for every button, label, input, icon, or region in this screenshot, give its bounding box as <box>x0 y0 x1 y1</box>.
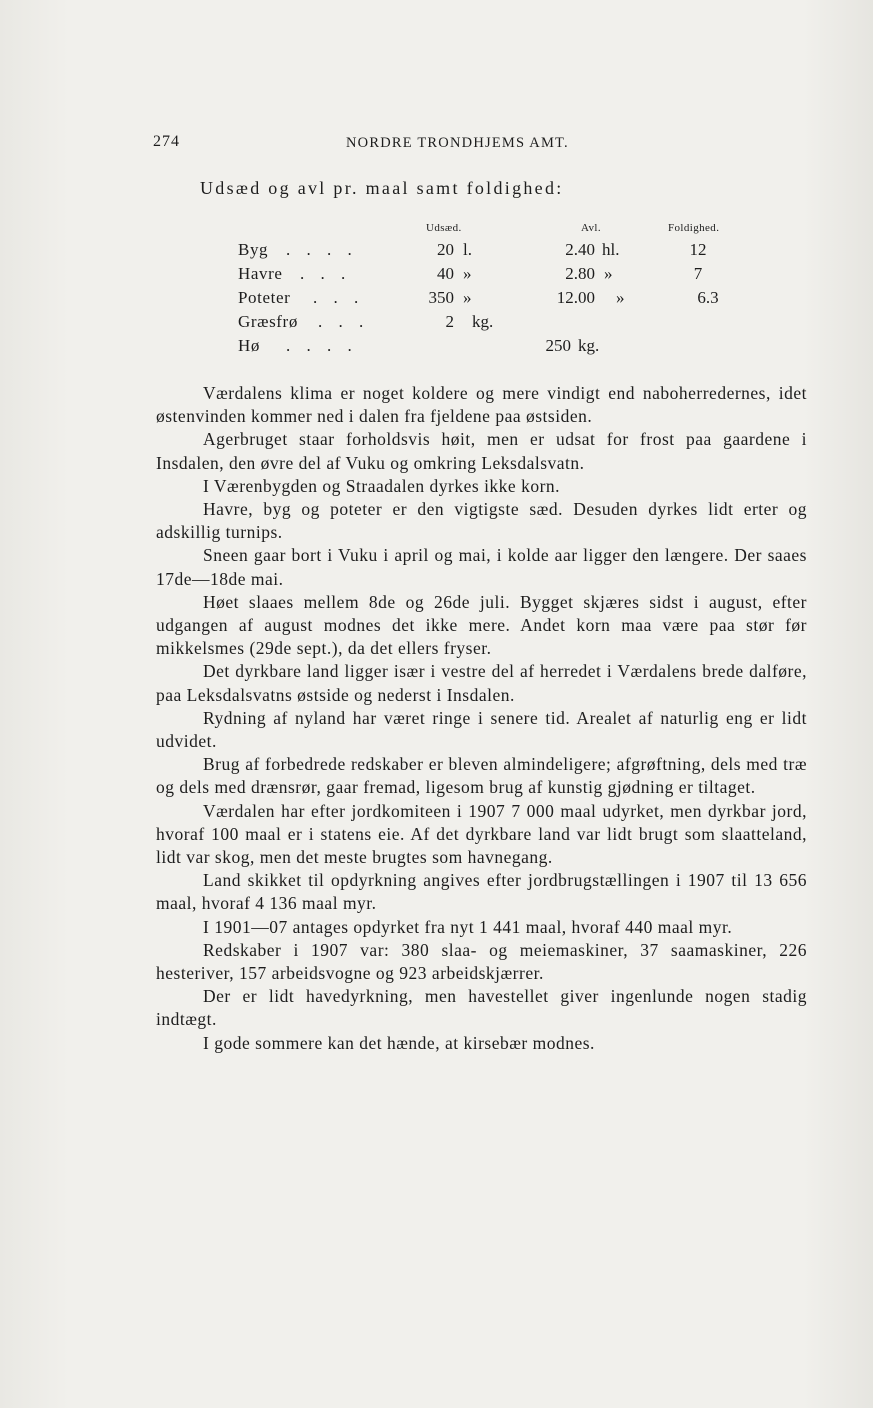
column-header-foldighed: Foldighed. <box>668 222 720 234</box>
avl-unit: hl. <box>602 240 620 259</box>
udsaed-unit: kg. <box>472 312 494 331</box>
udsaed-unit: » <box>463 264 472 283</box>
table-title: Udsæd og avl pr. maal samt foldighed: <box>200 178 564 198</box>
paragraph: I 1901—07 antages opdyrket fra nyt 1 441 maal, hvoraf 440 maal myr. <box>203 916 733 937</box>
paragraph: Havre, byg og poteter er den vigtigste sæd. Desuden dyrkes lidt erter og adskillig turnips. <box>156 499 807 543</box>
crop-name: Poteter <box>238 288 291 307</box>
paragraph: Der er lidt havedyrkning, men havestellet giver ingenlunde nogen stadig indtægt. <box>156 986 807 1030</box>
table-row <box>238 312 758 336</box>
avl-value: 12.00 <box>556 288 595 307</box>
udsaed-unit: l. <box>463 240 472 259</box>
udsaed-value: 20 <box>437 240 454 259</box>
page-header <box>153 133 813 155</box>
foldighed-value: 12 <box>689 240 707 259</box>
leader-dots: . . . . <box>286 240 358 259</box>
table-row <box>238 264 758 288</box>
avl-value: 2.80 <box>565 264 595 283</box>
foldighed-value: 7 <box>693 264 703 283</box>
avl-value: 250 <box>545 336 571 355</box>
body-text <box>156 382 807 1055</box>
udsaed-unit: » <box>463 288 472 307</box>
crop-name: Hø <box>238 336 260 355</box>
crop-name: Byg <box>238 240 269 259</box>
avl-value: 2.40 <box>565 240 595 259</box>
avl-unit: kg. <box>578 336 600 355</box>
avl-unit: » <box>604 264 613 283</box>
crop-name: Græsfrø <box>238 312 298 331</box>
leader-dots: . . . <box>300 264 352 283</box>
paragraph: Agerbruget staar forholdsvis høit, men er udsat for frost paa gaardene i Insdalen, den øvre del af Vuku og omkring Leksdalsvatn. <box>156 429 807 473</box>
avl-unit: » <box>616 288 625 307</box>
running-head: NORDRE TRONDHJEMS AMT. <box>346 135 569 151</box>
udsaed-value: 350 <box>428 288 454 307</box>
paragraph: Sneen gaar bort i Vuku i april og mai, i kolde aar ligger den længere. Der saaes 17de—18de mai. <box>156 545 807 589</box>
leader-dots: . . . <box>318 312 370 331</box>
paragraph: Værdalens klima er noget koldere og mere vindigt end naboherredernes, idet østenvinden kommer ned i dalen fra fjeldene paa østsiden. <box>156 383 807 427</box>
crop-name: Havre <box>238 264 283 283</box>
paragraph: Det dyrkbare land ligger især i vestre del af herredet i Værdalens brede dalføre, paa Leksdalsvatns østside og nederst i Insdalen. <box>156 661 807 705</box>
table-row <box>238 336 758 360</box>
foldighed-value: 6.3 <box>697 288 719 307</box>
table-row <box>238 240 758 264</box>
paragraph: Høet slaaes mellem 8de og 26de juli. Bygget skjæres sidst i august, efter udgangen af august modnes det ikke mere. Andet korn maa være paa stør før mikkelsmes (29de sept.), da det ellers fryser. <box>156 591 807 659</box>
udsaed-value: 2 <box>445 312 454 331</box>
paragraph: Værdalen har efter jordkomiteen i 1907 7 000 maal udyrket, men dyrkbar jord, hvoraf 100 maal er i statens eie. Af det dyrkbare land var lidt brugt som slaatteland, lidt var skog, men det meste brugtes som havnegang. <box>156 800 807 868</box>
column-header-avl: Avl. <box>581 222 602 234</box>
paragraph: Land skikket til opdyrkning angives efter jordbrugstællingen i 1907 til 13 656 maal, hvoraf 4 136 maal myr. <box>156 870 807 914</box>
paragraph: I gode sommere kan det hænde, at kirsebær modnes. <box>203 1032 595 1053</box>
paragraph: Redskaber i 1907 var: 380 slaa- og meiemaskiner, 37 saamaskiner, 226 hesteriver, 157 arbeidsvogne og 923 arbeidskjærrer. <box>156 939 807 984</box>
paragraph: Rydning af nyland har været ringe i senere tid. Arealet af naturlig eng er lidt udvidet. <box>156 707 807 752</box>
table-row <box>238 288 758 312</box>
paragraph: I Værenbygden og Straadalen dyrkes ikke korn. <box>203 475 561 496</box>
leader-dots: . . . . <box>286 336 358 355</box>
paragraph: Brug af forbedrede redskaber er bleven almindeligere; afgrøftning, dels med træ og dels med drænsrør, gaar fremad, ligesom brug af kunstig gjødning er tiltaget. <box>156 754 807 798</box>
column-header-udsaed: Udsæd. <box>426 222 462 234</box>
leader-dots: . . . <box>313 288 365 307</box>
page-number: 274 <box>153 133 180 150</box>
udsaed-value: 40 <box>437 264 454 283</box>
